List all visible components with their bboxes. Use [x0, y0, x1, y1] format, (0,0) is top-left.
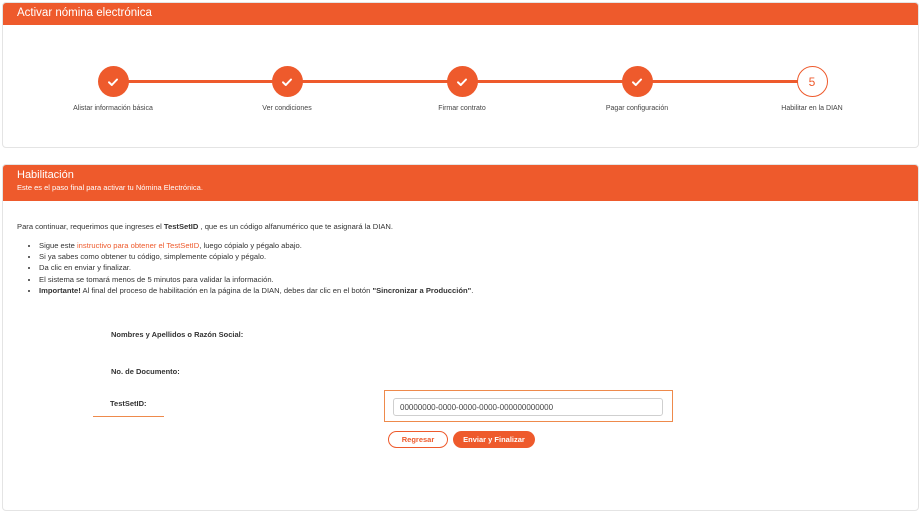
stepper [3, 3, 918, 148]
send-button[interactable]: Enviar y Finalizar [453, 431, 535, 448]
habilitacion-subtitle: Este es el paso final para activar tu Nómina Electrónica. [17, 183, 203, 192]
activation-title: Activar nómina electrónica [17, 7, 152, 19]
list-item: • Si ya sabes como obtener tu código, simplemente cópialo y pégalo. [39, 252, 904, 261]
intro-pre: Para continuar, requerimos que ingreses el [17, 222, 164, 231]
step-4-label: Pagar configuración [605, 105, 669, 112]
name-label: Nombres y Apellidos o Razón Social: [111, 330, 244, 339]
step-4-check-icon [622, 66, 653, 97]
step-5-number: 5 [797, 66, 828, 97]
list-item [39, 286, 904, 295]
back-button[interactable]: Regresar [388, 431, 448, 448]
instructions [17, 222, 904, 297]
step-2-check-icon [272, 66, 303, 97]
b5-bold: Importante! [39, 285, 81, 295]
testset-input-wrapper [384, 390, 673, 422]
habilitacion-title: Habilitación [17, 169, 74, 181]
b5-mid: Al final del proceso de habilitación en la página de la DIAN, debes dar clic en el botón [80, 285, 373, 295]
step-1-check-icon [98, 66, 129, 97]
intro-bold: TestSetID [163, 222, 199, 231]
testset-input[interactable] [393, 398, 663, 416]
step-3-check-icon [447, 66, 478, 97]
step-4 [577, 66, 697, 112]
step-1 [53, 66, 173, 112]
list-item [39, 241, 904, 250]
instructivo-link[interactable]: instructivo para obtener el TestSetID [77, 241, 200, 250]
intro-post: , que es un código alfanumérico que te asignará la DIAN. [198, 222, 393, 231]
step-2 [227, 66, 347, 112]
step-3-label: Firmar contrato [438, 105, 486, 112]
step-5-label: Habilitar en la DIAN [781, 105, 843, 112]
document-label: No. de Documento: [111, 367, 180, 376]
step-1-label: Alistar información básica [73, 105, 153, 112]
activation-card [2, 2, 919, 148]
b5-bold2: "Sincronizar a Producción" [372, 285, 472, 295]
step-2-label: Ver condiciones [262, 105, 312, 112]
b1-pre: Sigue este [39, 241, 77, 250]
instructions-list [17, 241, 904, 295]
b5-end: . [471, 285, 474, 295]
intro-text [17, 222, 904, 231]
list-item: • Da clic en enviar y finalizar. [39, 263, 904, 272]
step-5 [752, 66, 872, 112]
step-3 [402, 66, 522, 112]
habilitacion-header [3, 165, 918, 201]
list-item: • El sistema se tomará menos de 5 minutos para validar la información. [39, 275, 904, 284]
testset-label: TestSetID: [110, 399, 147, 408]
b1-post: , luego cópialo y pégalo abajo. [199, 241, 302, 250]
